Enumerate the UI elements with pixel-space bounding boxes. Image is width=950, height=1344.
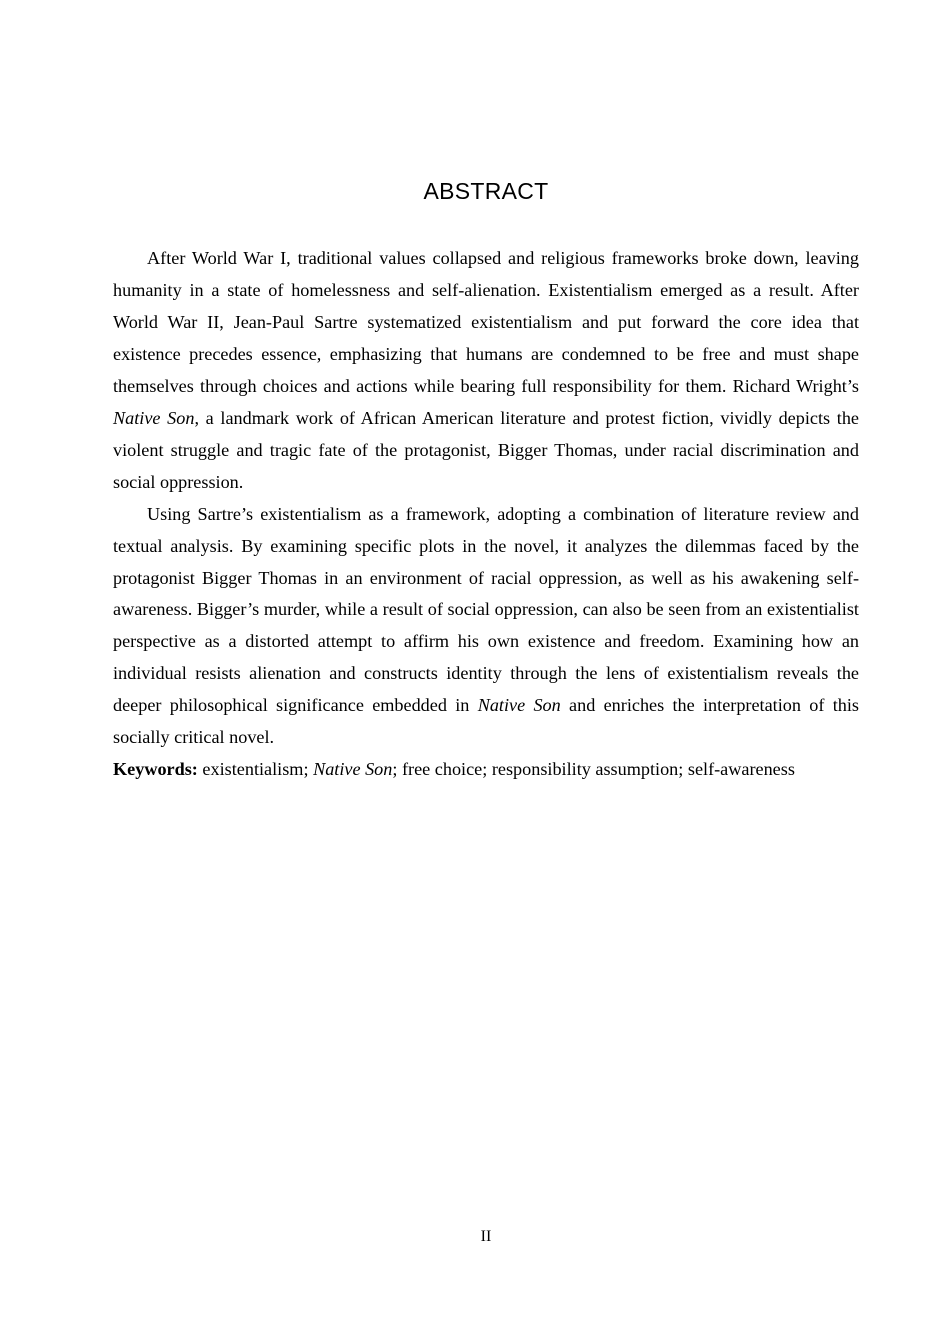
paragraph-2-text-2: and enriches the interpretation of this socially critical novel. <box>113 695 859 748</box>
keywords-line <box>113 754 859 786</box>
keywords-text-1: existentialism; <box>197 759 314 780</box>
paragraph-1-text-1: After World War I, traditional values collapsed and religious frameworks broke down, leaving humanity in a state of homelessness and self-alienation. Existentialism emerged as a result. After World War II, Jean-Paul Sartre systematized existentialism and put forward the core idea that existence precedes essence, emphasizing that humans are condemned to be free and must shape themselves through choices and actions while bearing full responsibility for them. Richard Wright’s <box>113 248 859 396</box>
keywords-text-2: ; free choice; responsibility assumption; self-awareness <box>392 759 795 780</box>
abstract-title: ABSTRACT <box>423 178 549 204</box>
abstract-paragraph-2 <box>113 499 859 755</box>
abstract-body <box>113 243 859 786</box>
paragraph-2-book-title: Native Son <box>477 695 561 716</box>
paragraph-1-book-title: Native Son <box>113 407 195 428</box>
paragraph-2-text-1: Using Sartre’s existentialism as a framework, adopting a combination of literature review and textual analysis. By examining specific plots in the novel, it analyzes the dilemmas faced by the protagonist Bigger Thomas in an environment of racial oppression, as well as his awakening self-awareness. Bigger’s murder, while a result of social oppression, can also be seen from an existentialist perspective as a distorted attempt to affirm his own existence and freedom. Examining how an individual resists alienation and constructs identity through the lens of existentialism reveals the deeper philosophical significance embedded in <box>113 503 859 716</box>
keywords-book-title: Native Son <box>313 759 393 780</box>
keywords-label: Keywords: <box>113 759 198 780</box>
page-number: II <box>480 1228 492 1245</box>
abstract-paragraph-1 <box>113 243 859 499</box>
paragraph-1-text-2: , a landmark work of African American literature and protest fiction, vividly depicts the violent struggle and tragic fate of the protagonist, Bigger Thomas, under racial discrimination and social oppression. <box>113 407 859 492</box>
